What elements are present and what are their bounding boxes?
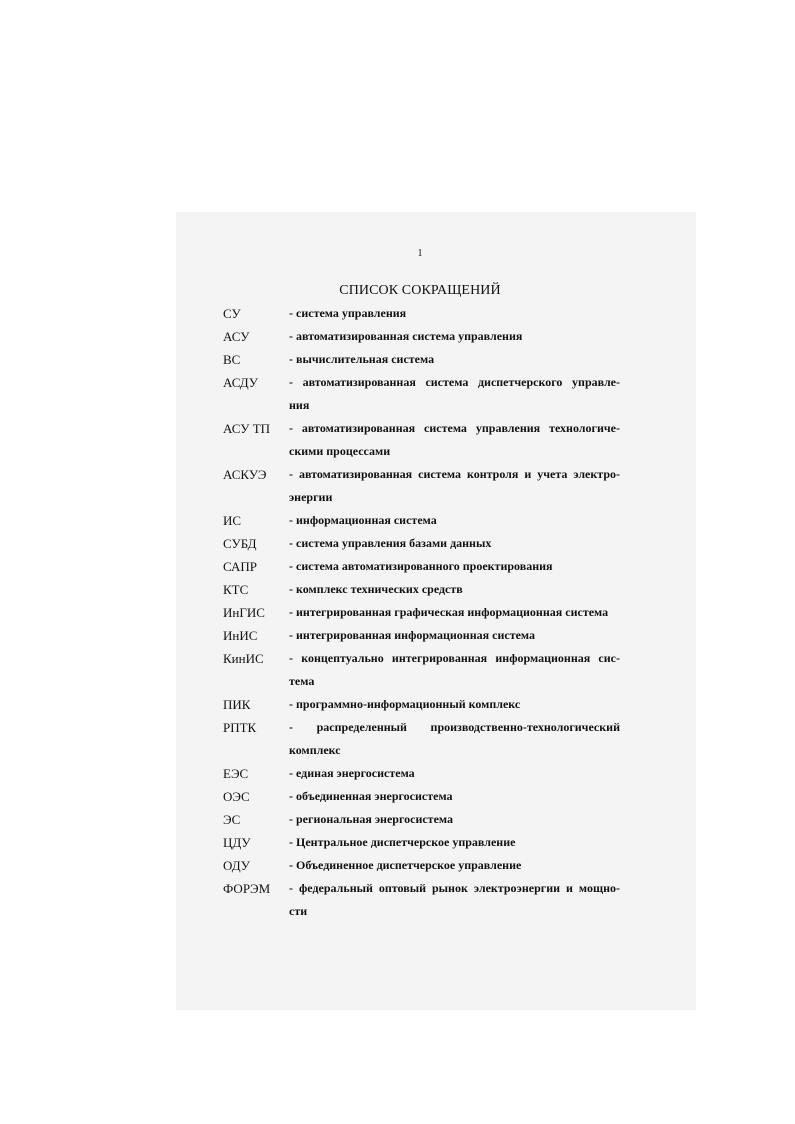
abbreviation-definition [289, 624, 620, 647]
abbreviation-definition [289, 716, 620, 762]
abbreviation-term: РПТК [223, 720, 257, 735]
abbreviation-term: АСУ ТП [223, 421, 271, 436]
abbreviation-definition [289, 532, 620, 555]
abbreviation-term: СУБД [223, 536, 257, 551]
abbreviation-definition [289, 785, 620, 808]
definition-line: - единая энергосистема [289, 766, 415, 780]
page-number: 1 [417, 248, 423, 259]
definition-line: комплекс [289, 743, 341, 757]
definition-line: тема [289, 674, 315, 688]
abbreviation-term: ФОРЭМ [223, 881, 271, 896]
definition-line: скими процессами [289, 444, 391, 458]
definition-line: - система управления [289, 306, 407, 320]
abbreviation-definition [289, 509, 620, 532]
definition-line: - Объединенное диспетчерское управление [289, 858, 522, 872]
abbreviation-term: СУ [223, 306, 241, 321]
definition-line: - информационная система [289, 513, 437, 527]
abbreviation-definition [289, 555, 620, 578]
abbreviation-definition [289, 417, 620, 463]
definition-line: - автоматизированная система управления технологиче- [289, 421, 620, 435]
definition-line: - федеральный оптовый рынок электроэнергии и мощно- [289, 881, 620, 895]
abbreviation-term: АСДУ [223, 375, 258, 390]
abbreviation-definition [289, 578, 620, 601]
definition-line: - вычислительная система [289, 352, 435, 366]
abbreviation-term: КинИС [223, 651, 264, 666]
abbreviation-definition [289, 647, 620, 693]
abbreviation-definition [289, 877, 620, 923]
definition-line: - региональная энергосистема [289, 812, 453, 826]
abbreviation-term: АСУ [223, 329, 250, 344]
abbreviation-term: ИнИС [223, 628, 258, 643]
abbreviation-term: ИС [223, 513, 242, 528]
definition-line: - Центральное диспетчерское управление [289, 835, 516, 849]
abbreviation-definition [289, 808, 620, 831]
definition-line: - концептуально интегрированная информационная сис- [289, 651, 620, 665]
abbreviation-definition [289, 831, 620, 854]
definition-line: - автоматизированная система диспетчерского управле- [289, 375, 620, 389]
definition-line: ния [289, 398, 310, 412]
abbreviation-term: ОЭС [223, 789, 250, 804]
definition-line: - автоматизированная система контроля и учета электро- [289, 467, 620, 481]
abbreviation-term: ПИК [223, 697, 251, 712]
abbreviation-term: САПР [223, 559, 258, 574]
abbreviation-term: ЭС [223, 812, 241, 827]
definition-line: - интегрированная информационная система [289, 628, 535, 642]
abbreviation-term: КТС [223, 582, 249, 597]
definition-line: - автоматизированная система управления [289, 329, 523, 343]
abbreviation-term: ИнГИС [223, 605, 265, 620]
abbreviation-term: ОДУ [223, 858, 250, 873]
abbreviation-definition [289, 371, 620, 417]
definition-line: - система управления базами данных [289, 536, 492, 550]
abbreviation-term: ВС [223, 352, 241, 367]
definition-line: - программно-информационный комплекс [289, 697, 521, 711]
definition-line: энергии [289, 490, 333, 504]
definition-line: - объединенная энергосистема [289, 789, 453, 803]
abbreviation-definition [289, 348, 620, 371]
definition-line: - распределенный производственно-технологический [289, 720, 620, 734]
abbreviation-definition [289, 302, 620, 325]
page-title: СПИСОК СОКРАЩЕНИЙ [339, 283, 501, 298]
abbreviation-definition [289, 854, 620, 877]
abbreviation-term: АСКУЭ [223, 467, 267, 482]
definition-line: сти [289, 904, 308, 918]
abbreviation-definition [289, 463, 620, 509]
definition-line: - интегрированная графическая информационная система [289, 605, 609, 619]
definition-line: - комплекс технических средств [289, 582, 463, 596]
definition-line: - система автоматизированного проектирования [289, 559, 553, 573]
abbreviation-definition [289, 762, 620, 785]
abbreviation-term: ЦДУ [223, 835, 251, 850]
abbreviation-term: ЕЭС [223, 766, 249, 781]
abbreviation-definition [289, 601, 620, 624]
abbreviation-definition [289, 693, 620, 716]
abbreviation-definition [289, 325, 620, 348]
